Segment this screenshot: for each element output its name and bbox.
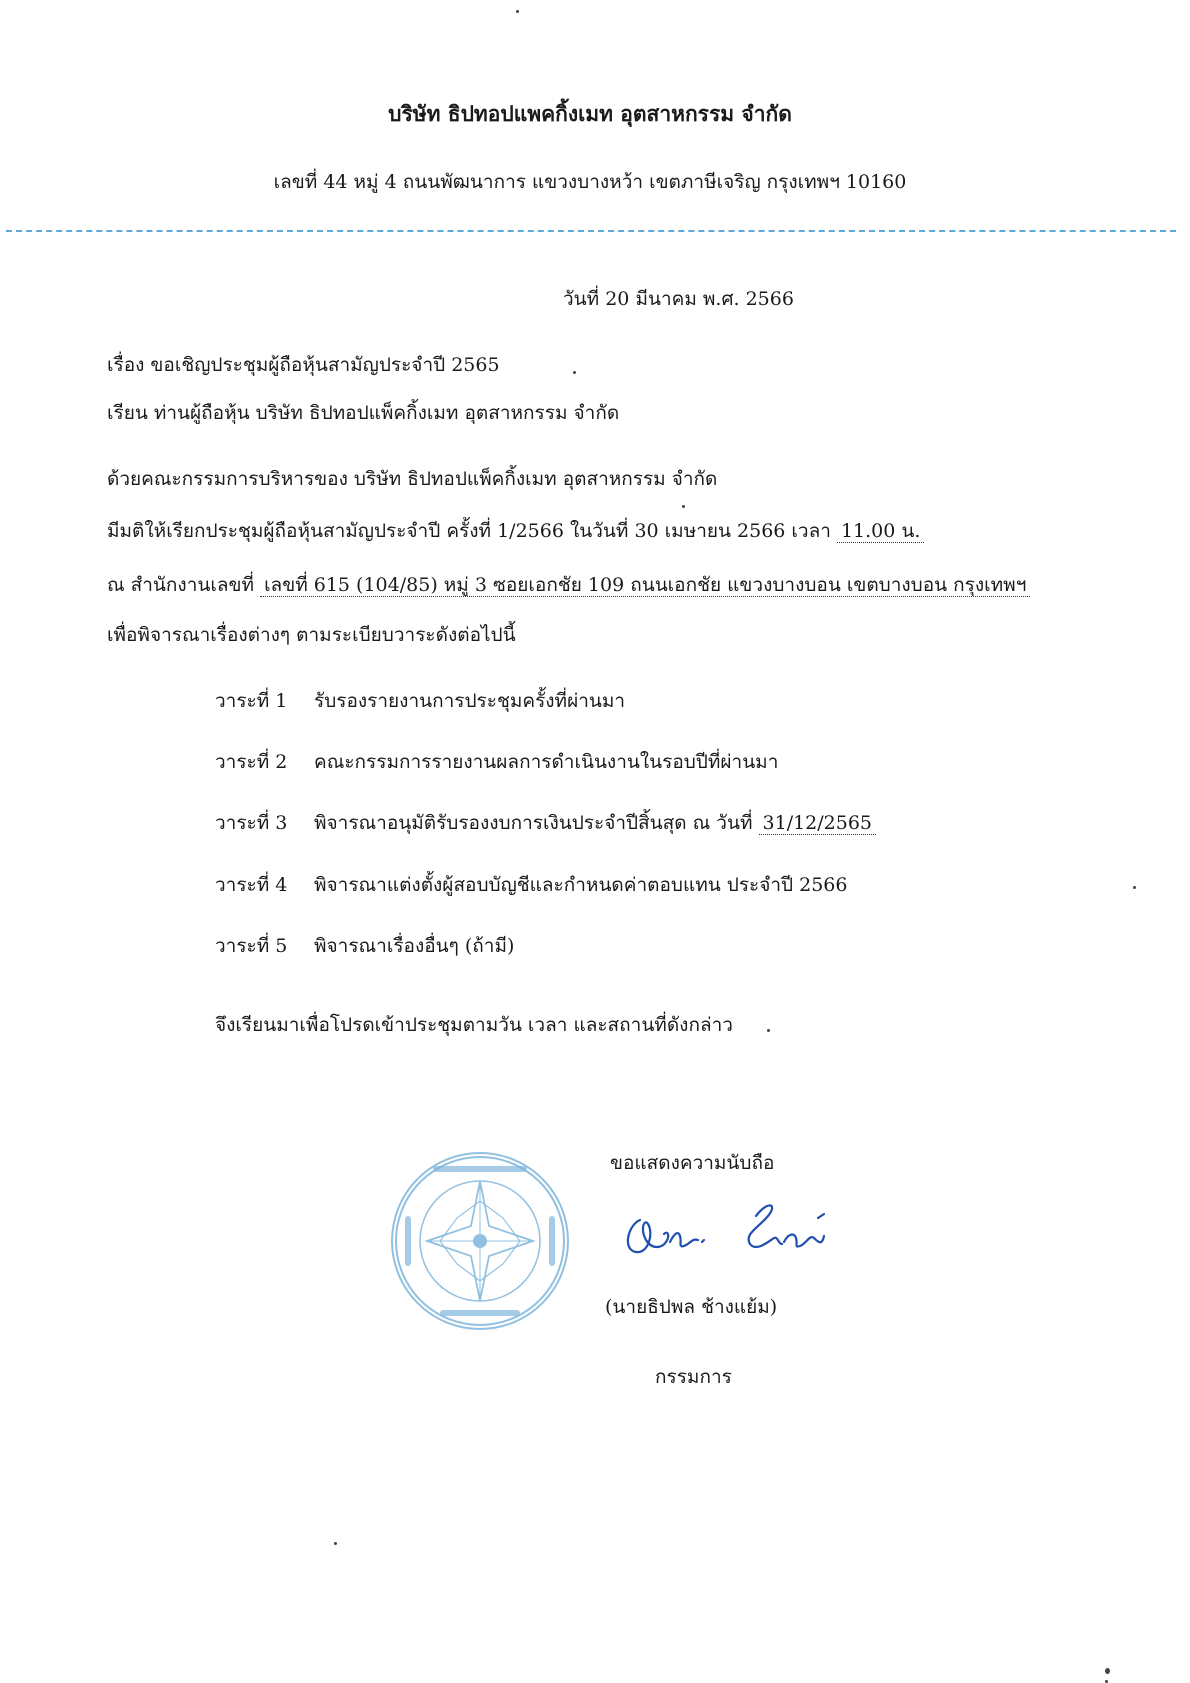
body-paragraph-3 xyxy=(107,570,1030,600)
agenda-item-3 xyxy=(314,808,876,838)
closing-sentence: จึงเรียนมาเพื่อโปรดเข้าประชุมตามวัน เวลา และสถานที่ดังกล่าว xyxy=(215,1014,733,1036)
scan-speck xyxy=(1133,886,1136,889)
meeting-date-text: มีมติให้เรียกประชุมผู้ถือหุ้นสามัญประจำปี ครั้งที่ 1/2566 ในวันที่ 30 เมษายน 2566 เวลา xyxy=(107,520,831,542)
agenda-number: วาระที่ 5 xyxy=(215,935,288,957)
company-address: เลขที่ 44 หมู่ 4 ถนนพัฒนาการ แขวงบางหว้า เขตภาษีเจริญ กรุงเทพฯ 10160 xyxy=(273,171,907,193)
scan-speck xyxy=(767,1029,770,1032)
signatory-position: กรรมการ xyxy=(655,1366,732,1388)
scan-speck xyxy=(682,505,685,508)
agenda-number: วาระที่ 1 xyxy=(215,690,288,712)
agenda-text: คณะกรรมการรายงานผลการดำเนินงานในรอบปีที่ผ่านมา xyxy=(314,751,779,773)
agenda-number: วาระที่ 2 xyxy=(215,751,288,773)
scan-speck xyxy=(1105,1668,1110,1674)
body-paragraph-1: ด้วยคณะกรรมการบริหารของ บริษัท ธิปทอปแพ็คกิ้งเมท อุตสาหกรรม จำกัด xyxy=(107,468,718,490)
scan-speck xyxy=(334,1542,337,1545)
agenda-number: วาระที่ 3 xyxy=(215,812,288,834)
fiscal-year-end-date: 31/12/2565 xyxy=(759,812,877,835)
agenda-text: พิจารณาเรื่องอื่นๆ (ถ้ามี) xyxy=(314,935,515,957)
body-paragraph-2 xyxy=(107,516,924,546)
company-seal-stamp xyxy=(385,1146,575,1336)
letter-recipient: เรียน ท่านผู้ถือหุ้น บริษัท ธิปทอปแพ็คกิ้งเมท อุตสาหกรรม จำกัด xyxy=(107,402,620,424)
signatory-name: (นายธิปพล ช้างแย้ม) xyxy=(605,1296,778,1318)
agenda-number: วาระที่ 4 xyxy=(215,874,288,896)
meeting-time: 11.00 น. xyxy=(837,520,924,543)
meeting-location: เลขที่ 615 (104/85) หมู่ 3 ซอยเอกชัย 109 ถนนเอกชัย แขวงบางบอน เขตบางบอน กรุงเทพฯ xyxy=(260,574,1030,597)
header-divider xyxy=(6,230,1176,232)
signature-image xyxy=(618,1190,848,1270)
agenda-text: พิจารณาแต่งตั้งผู้สอบบัญชีและกำหนดค่าตอบแทน ประจำปี 2566 xyxy=(314,874,848,896)
complimentary-close: ขอแสดงความนับถือ xyxy=(610,1152,775,1174)
letter-subject: เรื่อง ขอเชิญประชุมผู้ถือหุ้นสามัญประจำปี 2565 xyxy=(107,354,500,376)
company-name: บริษัท ธิปทอปแพคกิ้งเมท อุตสาหกรรม จำกัด xyxy=(388,101,792,126)
location-label: ณ สำนักงานเลขที่ xyxy=(107,574,255,596)
scan-speck xyxy=(573,371,576,374)
agenda-text: รับรองรายงานการประชุมครั้งที่ผ่านมา xyxy=(314,690,626,712)
body-paragraph-4: เพื่อพิจารณาเรื่องต่างๆ ตามระเบียบวาระดังต่อไปนี้ xyxy=(107,624,516,646)
letter-date: วันที่ 20 มีนาคม พ.ศ. 2566 xyxy=(563,288,794,310)
agenda-text: พิจารณาอนุมัติรับรองงบการเงินประจำปีสิ้นสุด ณ วันที่ xyxy=(314,812,753,834)
scan-speck xyxy=(516,10,519,13)
